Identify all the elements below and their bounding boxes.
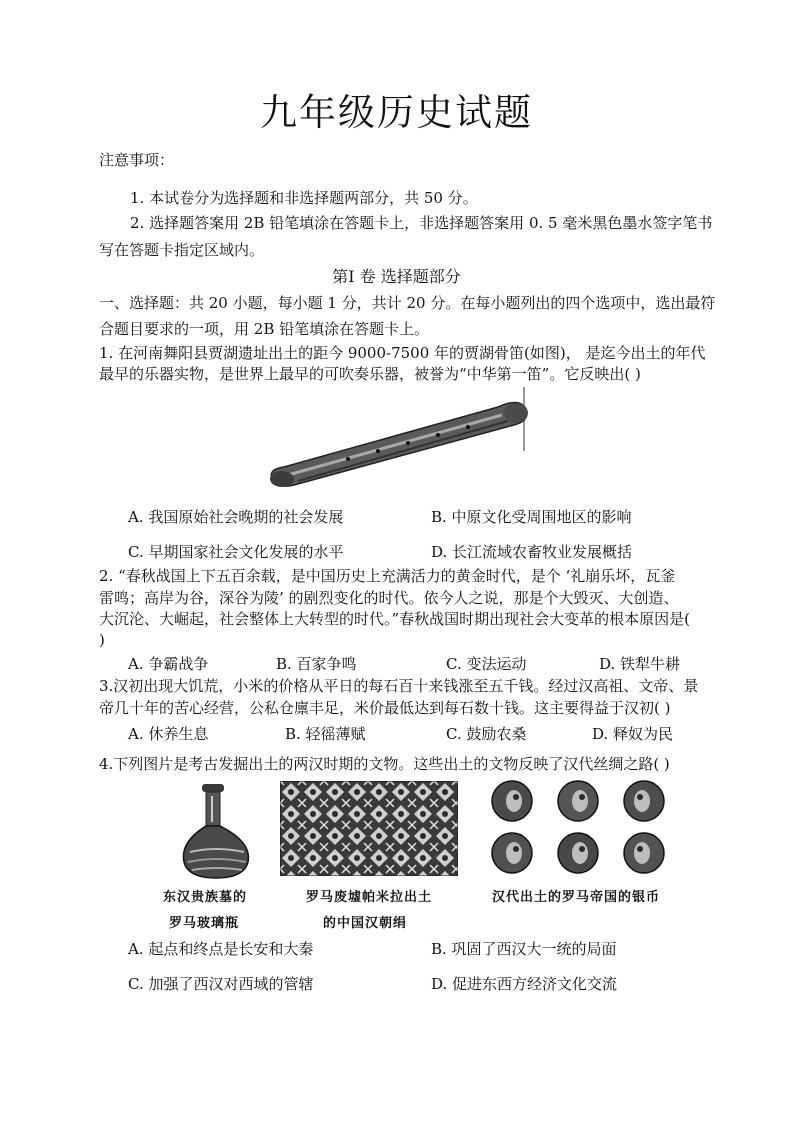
q1-option-d: D. 长江流域农畜牧业发展概括	[431, 543, 633, 561]
q3-stem-line-1: 3.汉初出现大饥荒，小米的价格从平日的每石百十来钱涨至五千钱。经过汉高祖、文帝、景	[99, 677, 699, 695]
instructions-line-2: 合题目要求的一项，用 2B 铅笔填涂在答题卡上。	[99, 320, 430, 338]
q2-stem-line-4: )	[99, 631, 105, 649]
q4-option-c: C. 加强了西汉对西域的管辖	[128, 975, 314, 993]
q3-option-c: C. 鼓励农桑	[446, 725, 527, 743]
q2-stem-line-2: 雷鸣；高岸为谷，深谷为陵’ 的剧烈变化的时代。依今人之说，那是个大毁灭、大创造、	[99, 589, 679, 607]
roman-silver-coins-image	[478, 779, 678, 879]
q2-stem-line-3: 大沉沦、大崛起，社会整体上大转型的时代。”春秋战国时期出现社会大变革的根本原因是(	[99, 610, 691, 628]
q4-option-d: D. 促进东西方经济文化交流	[431, 975, 618, 993]
roman-glass-bottle-image	[172, 782, 262, 882]
q1-option-b: B. 中原文化受周围地区的影响	[431, 508, 632, 526]
notice-item-1: 1. 本试卷分为选择题和非选择题两部分，共 50 分。	[130, 189, 478, 207]
q4-stem-line-1: 4.下列图片是考古发掘出土的两汉时期的文物。这些出土的文物反映了汉代丝绸之路( )	[99, 755, 670, 773]
q1-option-a: A. 我国原始社会晚期的社会发展	[128, 508, 344, 526]
caption-silk-line-2: 的中国汉朝绢	[323, 916, 408, 931]
q3-option-a: A. 休养生息	[128, 725, 209, 743]
caption-silk-line-1: 罗马废墟帕米拉出土	[306, 890, 433, 905]
notice-item-2-cont: 写在答题卡指定区域内。	[99, 241, 265, 259]
q2-stem-line-1: 2. “春秋战国上下五百余载，是中国历史上充满活力的黄金时代，是个 ‘礼崩乐坏，瓦釜	[99, 567, 676, 585]
section-heading: 第Ⅰ 卷 选择题部分	[332, 267, 461, 286]
bone-flute-image	[258, 383, 538, 503]
page-title: 九年级历史试题	[260, 91, 533, 134]
q1-option-c: C. 早期国家社会文化发展的水平	[128, 543, 344, 561]
q4-option-b: B. 巩固了西汉大一统的局面	[431, 940, 617, 958]
q3-option-d: D. 释奴为民	[592, 725, 674, 743]
caption-coins: 汉代出土的罗马帝国的银币	[492, 890, 661, 905]
q3-stem-line-2: 帝几十年的苦心经营，公私仓廪丰足，米价最低达到每石数十钱。这主要得益于汉初( )	[99, 699, 671, 717]
q2-option-c: C. 变法运动	[446, 655, 527, 673]
caption-glass-line-2: 罗马玻璃瓶	[169, 916, 240, 931]
notice-heading: 注意事项：	[99, 151, 175, 169]
q2-option-d: D. 铁犁牛耕	[599, 655, 681, 673]
instructions-line-1: 一、选择题：共 20 小题，每小题 1 分，共计 20 分。在每小题列出的四个选项中，选出最符	[99, 294, 716, 312]
q2-option-a: A. 争霸战争	[128, 655, 209, 673]
q4-option-a: A. 起点和终点是长安和大秦	[128, 940, 314, 958]
notice-item-2: 2. 选择题答案用 2B 铅笔填涂在答题卡上，非选择题答案用 0. 5 毫米黑色墨水签字笔书	[130, 214, 713, 232]
q2-option-b: B. 百家争鸣	[276, 655, 357, 673]
q3-option-b: B. 轻徭薄赋	[285, 725, 366, 743]
q1-stem-line-1: 1. 在河南舞阳县贾湖遗址出土的距今 9000-7500 年的贾湖骨笛(如图)， 是迄今出土的年代	[99, 344, 706, 362]
q1-stem-line-2: 最早的乐器实物，是世界上最早的可吹奏乐器，被誉为“中华第一笛”。它反映出( )	[99, 365, 641, 383]
han-silk-image	[280, 781, 458, 876]
caption-glass-line-1: 东汉贵族墓的	[163, 890, 248, 905]
